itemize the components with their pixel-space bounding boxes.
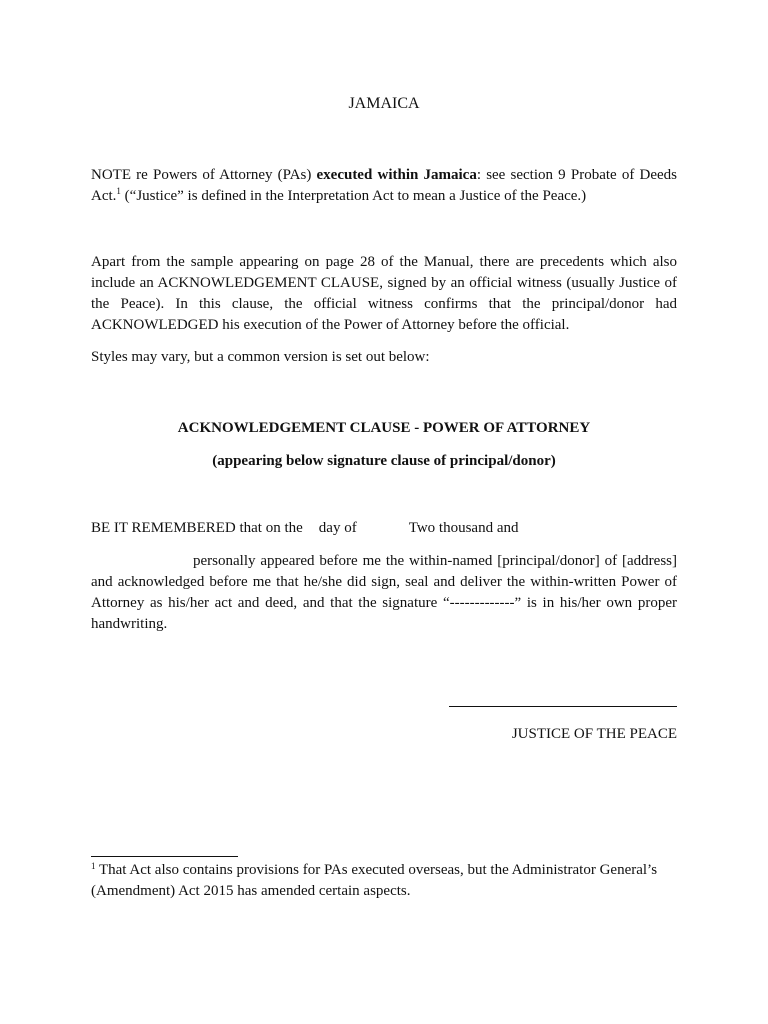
clause-subtitle: (appearing below signature clause of principal/donor) [212, 453, 556, 469]
remember-part-2: day of [318, 520, 357, 536]
footnote [91, 860, 677, 902]
clause-title: ACKNOWLEDGEMENT CLAUSE - POWER OF ATTORNEY [177, 420, 591, 436]
footnote-separator [91, 856, 238, 857]
remember-line [91, 518, 677, 539]
document-heading: JAMAICA [348, 95, 420, 112]
footnote-number: 1 [91, 861, 96, 871]
footnote-reference[interactable]: 1 [116, 186, 121, 196]
appeared-paragraph: personally appeared before me the within-named [principal/donor] of [address] and acknowledged before me that he/she did sign, seal and deliver the within-written Power of Attorney as his/her act and deed, and that the signature “-------------” is in his/her own proper handwriting. [91, 553, 677, 632]
remember-part-3: Two thousand and [408, 520, 519, 536]
signatory-label: JUSTICE OF THE PEACE [511, 726, 677, 742]
note-suffix: : see section 9 Probate of Deeds Act. [91, 167, 678, 204]
note-bold: executed within Jamaica [316, 167, 477, 183]
remember-part-1: BE IT REMEMBERED that on the [91, 520, 303, 536]
note-paragraph [91, 165, 677, 207]
note-tail: (“Justice” is defined in the Interpretation Act to mean a Justice of the Peace.) [120, 188, 587, 204]
note-prefix: NOTE re Powers of Attorney (PAs) [91, 167, 317, 183]
footnote-text: That Act also contains provisions for PAs executed overseas, but the Administrator General’s (Amendment) Act 2015 has amended certain aspects. [91, 862, 658, 899]
intro-paragraph: Apart from the sample appearing on page 28 of the Manual, there are precedents which also include an ACKNOWLEDGEMENT CLAUSE, signed by an official witness (usually Justice of the Peace). In this clause, the official witness confirms that the principal/donor had ACKNOWLEDGED his execution of the Power of Attorney before the official. [91, 254, 677, 333]
styles-paragraph: Styles may vary, but a common version is set out below: [91, 349, 430, 365]
signature-line [449, 706, 677, 707]
